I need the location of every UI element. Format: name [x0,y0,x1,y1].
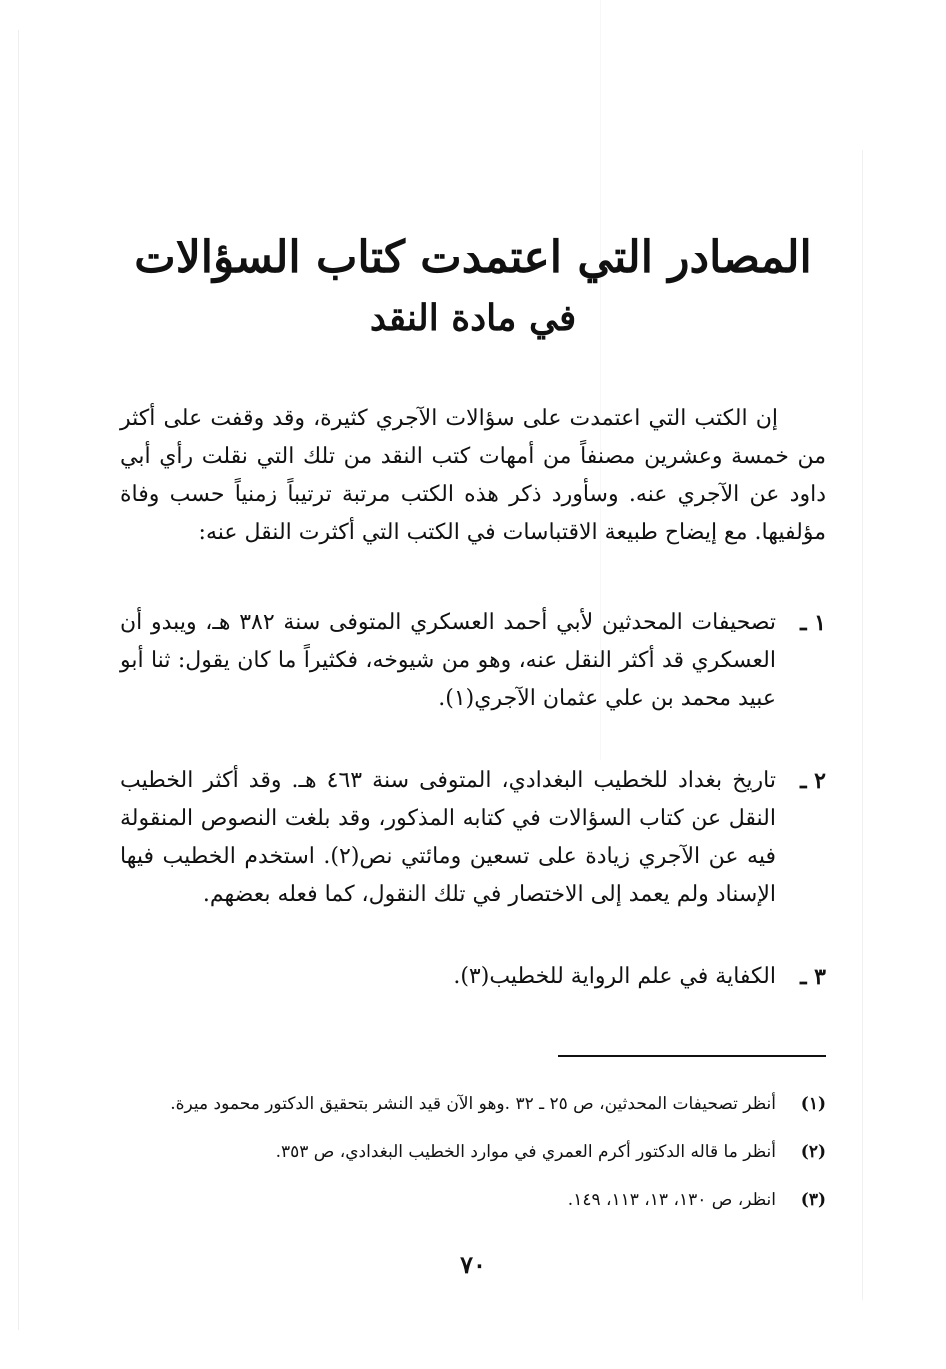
footnote-text: انظر، ص ١٣٠، ١٣، ١١٣، ١٤٩. [567,1190,776,1210]
footnote-number: (٢) [800,1142,826,1162]
footnote-text: أنظر ما قاله الدكتور أكرم العمري في موارد الخطيب البغدادي، ص ٣٥٣. [275,1142,776,1162]
chapter-title: المصادر التي اعتمدت كتاب السؤالات [134,232,812,283]
list-item-text: تصحيفات المحدثين لأبي أحمد العسكري المتوفى سنة ٣٨٢ هـ، ويبدو أن العسكري قد أكثر النقل عنه، وهو من شيوخه، فكثيراً ما كان يقول: ثنا أبو عبيد محمد بن علي عثمان الآجري(١). [120,610,777,711]
list-item-number: ١ ـ [800,610,826,636]
page-number: ٧٠ [460,1250,486,1279]
footnote [120,1128,826,1176]
footnotes [120,1080,826,1224]
scan-speck [862,150,863,1300]
footnote [120,1176,826,1224]
list-item [120,762,826,914]
footnote-text: أنظر تصحيفات المحدثين، ص ٢٥ ـ ٣٢ .وهو الآن قيد النشر بتحقيق الدكتور محمود ميرة. [170,1094,776,1114]
footnote-divider [558,1055,826,1057]
footnote-number: (١) [800,1094,826,1114]
scan-speck [18,30,19,1330]
chapter-subtitle: في مادة النقد [369,297,577,339]
list-item-text: الكفاية في علم الرواية للخطيب(٣). [453,964,776,989]
list-item-number: ٣ ـ [800,964,826,990]
list-item-text: تاريخ بغداد للخطيب البغدادي، المتوفى سنة ٤٦٣ هـ. وقد أكثر الخطيب النقل عن كتاب السؤالات في كتابه المذكور، وقد بلغت النصوص المنقولة فيه عن الآجري زيادة على تسعين ومائتي نص(٢). استخدم الخطيب فيها الإسناد ولم يعمد إلى الاختصار في تلك النقول، كما فعله بعضهم. [120,768,776,907]
footnote-number: (٣) [800,1190,826,1210]
footnote [120,1080,826,1128]
intro-paragraph: إن الكتب التي اعتمدت على سؤالات الآجري كثيرة، وقد وقفت على أكثر من خمسة وعشرين مصنفاً من أمهات كتب النقد من تلك التي نقلت رأي أبي داود عن الآجري عنه. وسأورد ذكر هذه الكتب مرتبة ترتيباً زمنياً حسب وفاة مؤلفيها. مع إيضاح طبيعة الاقتباسات في الكتب التي أكثرت النقل عنه: [120,406,826,545]
list-item-number: ٢ ـ [800,768,826,794]
list-item [120,958,826,996]
list-item [120,604,826,718]
